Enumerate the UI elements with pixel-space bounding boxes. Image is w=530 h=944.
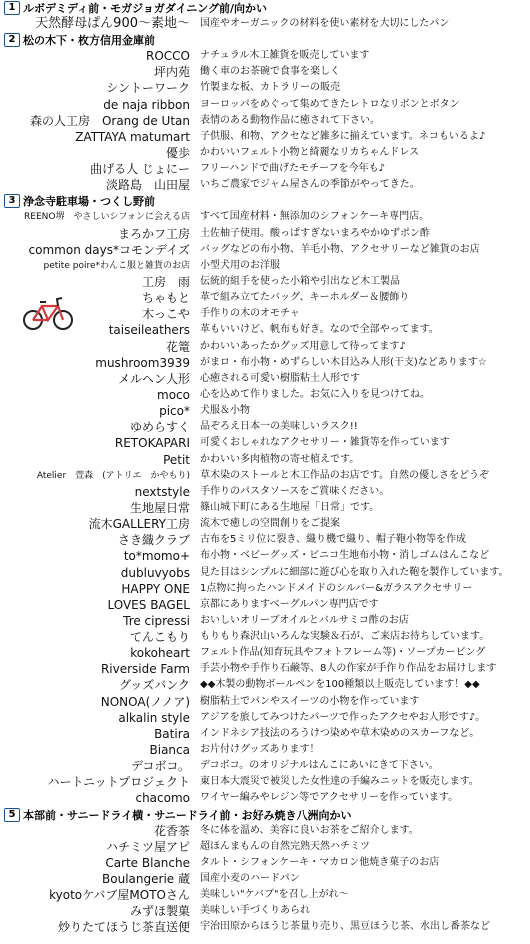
shop-name: ハートニットプロジェクト	[47, 775, 190, 790]
shop-entry	[0, 452, 530, 468]
shop-description: 品ぞろえ日本一の美味しいラスク!!	[200, 421, 358, 433]
shop-description: 樹脂粘土でパンやスイーツの小物を作っています	[200, 695, 420, 707]
shop-description: かわいい多肉植物の寄せ植えです。	[200, 453, 360, 465]
section-title: 松の木下・枚方信用金庫前	[23, 34, 155, 48]
shop-name: Carte Blanche	[105, 855, 190, 870]
shop-entry	[0, 516, 530, 532]
shop-entry	[0, 355, 530, 371]
shop-entry	[0, 532, 530, 548]
shop-entry	[0, 209, 530, 225]
section-number: 3	[4, 194, 20, 208]
shop-name: Batira	[154, 726, 190, 741]
shop-entry	[0, 790, 530, 806]
shop-entry	[0, 113, 530, 129]
shop-description: 1点物に拘ったハンドメイドのシルバー&ガラスアクセサリー	[200, 582, 473, 594]
shop-description: 篠山城下町にある生地屋「日常」です。	[200, 501, 380, 513]
shop-entry	[0, 80, 530, 96]
shop-entry	[0, 419, 530, 435]
shop-entry	[0, 435, 530, 451]
shop-name: dubluvyobs	[120, 565, 190, 580]
shop-description: 冬に体を温め、美容に良いお茶をご紹介します。	[200, 824, 419, 836]
shop-entry	[0, 258, 530, 274]
section-number: 1	[4, 1, 20, 15]
shop-entry	[0, 677, 530, 693]
shop-description: 手芸小物や手作り石鹸等、8人の作家が手作り作品をお届けします	[200, 663, 497, 675]
shop-description: 表情のある動物作品に癒されて下さい。	[200, 114, 380, 126]
shop-entry	[0, 597, 530, 613]
shop-name: シントーワーク	[106, 81, 190, 96]
shop-description: 布小物・ベビーグッズ・ビニコ生地布小物・消しゴムはんこなど	[200, 550, 490, 562]
section-header	[0, 0, 530, 16]
shop-name: 優歩	[165, 145, 190, 160]
shop-entry	[0, 468, 530, 484]
shop-entry	[0, 48, 530, 64]
shop-name: 天然酵母ぱん900〜素地〜	[35, 16, 190, 31]
shop-entry	[0, 290, 530, 306]
shop-description: お片付けグッズあります！	[200, 744, 320, 756]
shop-entry	[0, 629, 530, 645]
shop-entry	[0, 484, 530, 500]
shop-description: 可愛くおしゃれなアクセサリー・雑貨等を作っています	[200, 437, 450, 449]
shop-entry	[0, 322, 530, 338]
shop-entry	[0, 823, 530, 839]
shop-entry	[0, 339, 530, 355]
shop-name: to*momo+	[123, 549, 190, 564]
shop-entry	[0, 403, 530, 419]
shop-entry	[0, 726, 530, 742]
shop-description: 竹製まな板、カトラリーの販売	[200, 82, 340, 94]
shop-description: 小型犬用のお洋服	[200, 259, 280, 271]
shop-entry	[0, 645, 530, 661]
section-header	[0, 193, 530, 209]
shop-description: 美味しい手づくりあられ	[200, 905, 310, 917]
shop-description: 革もいいけど、帆布も好き。なので全部やってます。	[200, 324, 439, 336]
shop-entry	[0, 774, 530, 790]
shop-description: かわいいあったかグッズ用意して待ってます♪	[200, 340, 406, 352]
shop-entry	[0, 581, 530, 597]
section-number: 5	[4, 808, 20, 822]
shop-name: alkalin style	[118, 710, 190, 725]
shop-name: Tre cipressi	[123, 613, 190, 628]
shop-description: 美味しい"ケバブ"を召し上がれ〜	[200, 889, 349, 901]
shop-name: ゆめらすく	[129, 420, 190, 435]
shop-description: かわいいフェルト小物と綺麗なリカちゃんドレス	[200, 146, 420, 158]
shop-description: 流木で癒しの空間創りをご提案	[200, 518, 340, 530]
shop-description: 草木染のストールと木工作品のお店です。自然の優しさをどうぞ	[200, 469, 489, 481]
shop-description: ヨーロッパをめぐって集めてきたレトロなリボンとボタン	[200, 98, 460, 110]
shop-entry	[0, 694, 530, 710]
section-header	[0, 32, 530, 48]
shop-name: taiseileathers	[108, 323, 190, 338]
shop-description: 手作りの木のオモチャ	[200, 308, 300, 320]
shop-name: common days*コモンデイズ	[28, 242, 190, 257]
shop-description: 見た目はシンプルに細部に遊び心を取り入れた鞄を製作しています。	[200, 566, 509, 578]
shop-entry	[0, 839, 530, 855]
shop-description: もりもり森沢山いろんな実験＆石が、ご来店お待ちしています。	[200, 631, 490, 643]
shop-name: petite poire*わんこ服と雑貨のお店	[43, 260, 190, 271]
shop-description: 心癒される可愛い樹脂粘土人形です	[200, 372, 360, 384]
shop-entry	[0, 16, 530, 32]
shop-entry	[0, 226, 530, 242]
shop-entry	[0, 661, 530, 677]
shop-name: 流木GALLERY工房	[88, 517, 190, 532]
shop-name: NONOA(ノノア)	[100, 694, 190, 709]
shop-name: RETOKAPARI	[114, 436, 190, 451]
shop-entry	[0, 129, 530, 145]
shop-name: グッズバンク	[118, 678, 190, 693]
shop-name: 淡路島 山田屋	[105, 178, 190, 193]
shop-description: タルト・シフォンケーキ・マカロン他焼き菓子のお店	[200, 856, 440, 868]
shop-entry	[0, 871, 530, 887]
shop-name: Bianca	[149, 743, 190, 758]
shop-entry	[0, 371, 530, 387]
shop-entry	[0, 548, 530, 564]
shop-description: 子供服、和物、アクセなど雑多に揃えています。ネコもいるよ♪	[200, 130, 486, 142]
shop-description: 伝統的組手を使った小箱や引出など木工製品	[200, 275, 400, 287]
shop-name: メルヘン人形	[117, 371, 190, 386]
shop-name: 花香茶	[153, 823, 190, 838]
shop-name: 工房 雨	[141, 274, 190, 289]
section-title: 本部前・サニードライ横・サニードライ前・お好み焼き八洲向かい	[23, 808, 352, 822]
section-header	[0, 807, 530, 823]
shop-description: ◆◆木製の動物ボールペンを100種類以上販売しています！◆◆	[200, 679, 480, 691]
shop-description: 古布を5ミリ位に裂き、織り機で織り、帽子鞄小物等を作成	[200, 534, 466, 546]
shop-entry	[0, 855, 530, 871]
shop-description: 手作りのパスタソースをご賞味ください。	[200, 485, 390, 497]
shop-description: ナチュラル木工雑貨を販売しています	[200, 50, 370, 62]
shop-description: 国産やオーガニックの材料を使い素材を大切にしたパン	[200, 18, 450, 29]
shop-name: pico*	[159, 404, 190, 419]
shop-name: 炒りたてほうじ茶直送便	[57, 920, 190, 935]
shop-name: mushroom3939	[95, 355, 190, 370]
shop-entry	[0, 145, 530, 161]
shop-description: 働く車のお茶碗で食事を楽しく	[200, 66, 340, 78]
shop-name: Riverside Farm	[100, 662, 190, 677]
shop-name: 曲げる人 じょにー	[90, 162, 190, 177]
shop-name: ちゃもと	[141, 291, 190, 306]
shop-description: 京都にありますベーグルパン専門店です	[200, 598, 379, 610]
shop-name: ハチミツ屋アピ	[105, 839, 190, 854]
shop-description: フリーハンドで曲げたモチーフを今年も♪	[200, 163, 385, 175]
shop-description: 土佐柚子使用。酸っぱすぎないまろやかゆずポン酢	[200, 227, 430, 239]
shop-name: nextstyle	[134, 484, 190, 499]
shop-name: moco	[157, 387, 190, 402]
shop-name: REENO堺 やさしいシフォンに会える店	[24, 212, 190, 223]
shop-description: アジアを旅してみつけたパーツで作ったアクセやお人形です♪。	[200, 711, 486, 723]
shop-description: バッグなどの布小物、羊毛小物、アクセサリーなど雑貨のお店	[200, 243, 480, 255]
shop-description: デコボコ。のオリジナルはんこにあいにきて下さい。	[200, 760, 439, 772]
shop-name: Boulangerie 蔵	[102, 872, 190, 887]
shop-entry	[0, 742, 530, 758]
shop-entry	[0, 64, 530, 80]
shop-entry	[0, 177, 530, 193]
shop-description: フェルト作品(知育玩具やフォトフレーム等)・ソープカービング	[200, 647, 486, 659]
shop-description: 超ほんまもんの自然完熟天然ハチミツ	[200, 840, 370, 852]
shop-description: 心を込めて作りました。お気に入りを見つけてね。	[200, 388, 430, 400]
shop-name: ZATTAYA matumart	[75, 129, 190, 144]
shop-description: すべて国産材料・無添加のシフォンケーキ専門店。	[200, 211, 430, 223]
shop-entry	[0, 613, 530, 629]
shop-name: ROCCO	[146, 49, 190, 64]
shop-name: kokoheart	[130, 646, 190, 661]
section-number: 2	[4, 33, 20, 47]
shop-name: 生地屋日常	[129, 500, 190, 515]
shop-entry	[0, 903, 530, 919]
shop-description: 宇治田原からほうじ茶量り売り、黒豆ほうじ茶、水出し番茶など	[200, 921, 490, 933]
shop-description: インドネシア技法のろうけつ染めや草木染めのスカーフなど。	[200, 727, 480, 739]
shop-entry	[0, 710, 530, 726]
shop-name: LOVES BAGEL	[107, 597, 190, 612]
shop-name: HAPPY ONE	[121, 581, 190, 596]
shop-name: 坪内苑	[153, 65, 190, 80]
shop-name: Petit	[163, 452, 190, 467]
shop-entry	[0, 306, 530, 322]
shop-description: 東日本大震災で被災した女性達の手編みニットを販売します。	[200, 776, 479, 788]
shop-description: 国産小麦のハードパン	[200, 873, 300, 885]
shop-name: 花篭	[165, 339, 190, 354]
shop-entry	[0, 565, 530, 581]
shop-name: de naja ribbon	[103, 97, 190, 112]
shop-name: さき織クラブ	[117, 533, 190, 548]
shop-entry	[0, 97, 530, 113]
shop-name: 木っこや	[141, 307, 190, 322]
shop-name: kyotoケバブ屋MOTOさん	[49, 888, 190, 903]
shop-description: がまロ・布小物・めずらしい木目込み人形(干支)などあります☆	[200, 356, 487, 368]
shop-name: 森の人工房 Orang de Utan	[29, 113, 190, 128]
shop-entry	[0, 242, 530, 258]
shop-description: いちご農家でジャム屋さんの季節がやってきた。	[200, 179, 420, 191]
shop-entry	[0, 758, 530, 774]
shop-description: おいしいオリーブオイルとバルサミコ酢のお店	[200, 614, 409, 626]
shop-name: chacomo	[135, 791, 190, 806]
shop-description: 革で組み立てたバッグ、キーホルダー＆腰飾り	[200, 292, 410, 304]
shop-entry	[0, 887, 530, 903]
shop-description: ワイヤー編みやレジン等でアクセサリーを作っています。	[200, 792, 459, 804]
shop-name: Atelier 萱森 (アトリエ かやもり)	[36, 470, 190, 481]
shop-name: デコボコ。	[130, 759, 190, 774]
shop-entry	[0, 387, 530, 403]
shop-description: 犬服＆小物	[200, 405, 250, 417]
section-title: 浄念寺駐車場・つくし野前	[23, 195, 155, 209]
shop-name: てんこもり	[129, 630, 190, 645]
shop-entry	[0, 161, 530, 177]
shop-name: まろかフ工房	[117, 226, 190, 241]
shop-name: みずほ製菓	[129, 904, 190, 919]
shop-entry	[0, 500, 530, 516]
section-title: ルボデミディ前・モガジョガダイニング前/向かい	[23, 2, 268, 15]
shop-entry	[0, 274, 530, 290]
shop-entry	[0, 919, 530, 935]
